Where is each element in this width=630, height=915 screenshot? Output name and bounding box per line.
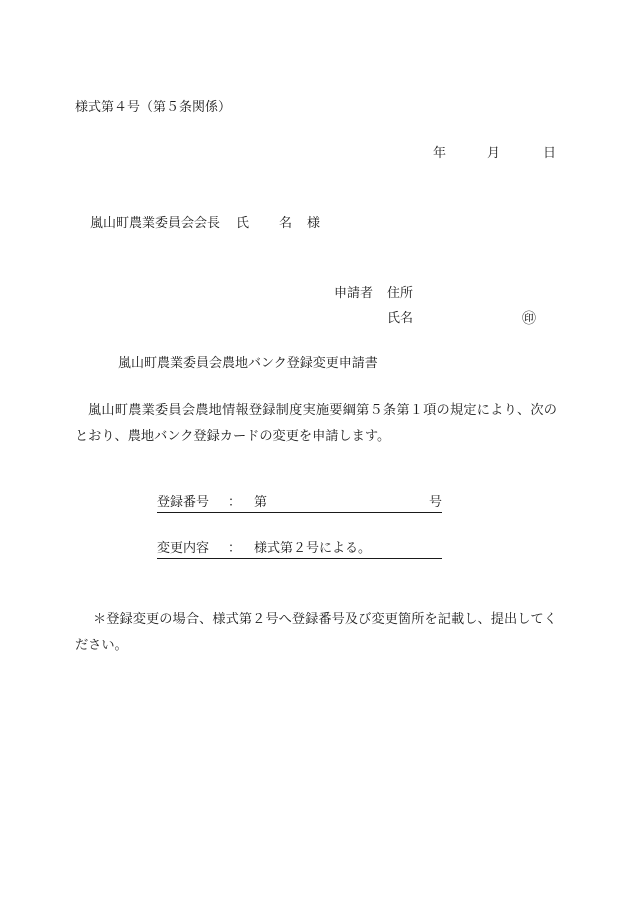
date-day-label: 日 bbox=[543, 146, 557, 161]
seal-mark: ㊞ bbox=[522, 311, 536, 327]
reg-number-underline bbox=[157, 512, 442, 513]
change-value: 様式第２号による。 bbox=[254, 541, 372, 556]
document-title: 嵐山町農業委員会農地バンク登録変更申請書 bbox=[118, 356, 378, 371]
date-year-label: 年 bbox=[433, 146, 447, 161]
change-label: 変更内容 bbox=[157, 541, 210, 556]
change-content-underline bbox=[157, 558, 442, 559]
addressee-org: 嵐山町農業委員会会長 bbox=[90, 216, 221, 231]
applicant-name-label: 氏名 bbox=[387, 311, 414, 326]
reg-colon: ： bbox=[228, 495, 242, 510]
reg-number-label: 登録番号 bbox=[157, 495, 210, 510]
date-month-label: 月 bbox=[487, 146, 501, 161]
applicant-address-label: 住所 bbox=[387, 286, 414, 301]
reg-prefix: 第 bbox=[254, 495, 268, 510]
addressee-name-label-1: 氏 bbox=[236, 216, 250, 231]
reg-suffix: 号 bbox=[429, 495, 443, 510]
form-label: 様式第４号（第５条関係） bbox=[75, 100, 232, 115]
addressee-name-label-2: 名 bbox=[279, 216, 293, 231]
change-colon: ： bbox=[228, 541, 242, 556]
note-paragraph: ＊登録変更の場合、様式第２号へ登録番号及び変更箇所を記載し、提出してください。 bbox=[75, 612, 557, 653]
applicant-label: 申請者 bbox=[334, 286, 374, 301]
addressee-honorific: 様 bbox=[307, 216, 321, 231]
body-paragraph: 嵐山町農業委員会農地情報登録制度実施要綱第５条第１項の規定により、次のとおり、農地バンク登録カードの変更を申請します。 bbox=[75, 403, 557, 444]
